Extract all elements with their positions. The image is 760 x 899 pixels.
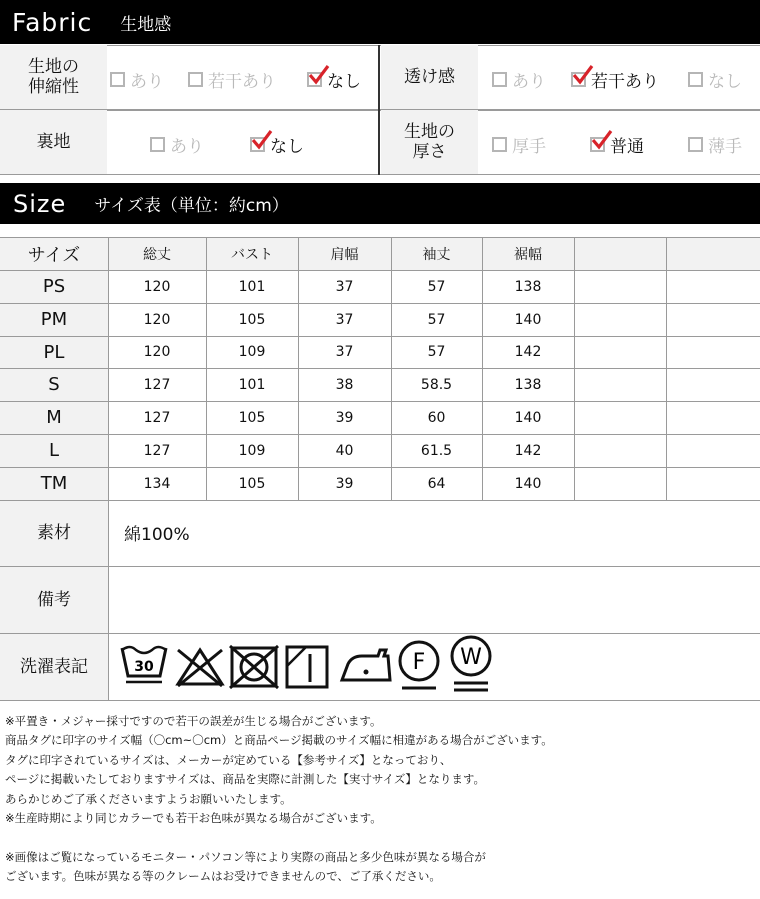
info-grid-line <box>0 500 760 501</box>
dry-clean-letter: F <box>412 650 426 675</box>
iron-low-icon <box>338 646 394 688</box>
unchecked-box-icon[interactable] <box>188 72 203 87</box>
size-col-header-3: 肩幅 <box>330 246 359 263</box>
size-cell: 37 <box>335 344 354 360</box>
checkbox-option-left-1-0[interactable] <box>150 132 204 157</box>
checked-box-icon[interactable] <box>571 72 586 87</box>
size-cell: 57 <box>427 311 446 328</box>
note-line: ※画像はご覧になっているモニター・パソコン等により実際の商品と多少色味が異なる場合が <box>5 849 486 864</box>
fabric-label-line: 伸縮性 <box>28 77 79 97</box>
checkbox-label: あり <box>130 72 164 92</box>
fabric-label-right-0 <box>381 45 478 109</box>
size-cell: 64 <box>427 475 446 492</box>
checkbox-label: 若干あり <box>591 72 659 92</box>
info-grid-line <box>0 700 760 701</box>
size-cell: 37 <box>335 311 354 328</box>
checkbox-label: なし <box>708 72 742 92</box>
checkbox-option-right-1-0[interactable] <box>492 132 546 157</box>
dry-clean-f-gentle-icon <box>394 638 444 694</box>
note-line: 商品タグに印字のサイズ幅（〇cm~〇cm）と商品ページ掲載のサイズ幅に相違がある場合がございます。 <box>5 733 553 748</box>
size-cell: 57 <box>427 278 446 295</box>
size-title-en: Size <box>13 189 67 218</box>
info-grid-line <box>0 566 760 567</box>
size-row-label: PL <box>43 341 65 363</box>
fabric-label-line: 裏地 <box>36 132 71 152</box>
size-cell <box>666 270 760 303</box>
fabric-label-line: 生地の <box>404 122 455 142</box>
size-cell <box>666 368 760 401</box>
size-row-label: PS <box>42 276 66 297</box>
size-cell <box>574 401 666 434</box>
checkbox-option-right-0-0[interactable] <box>492 67 546 92</box>
fabric-title-ja: 生地感 <box>120 14 172 35</box>
note-line: ございます。色味が異なる等のクレームはお受けできませんので、ご了承ください。 <box>5 869 441 884</box>
size-cell: 60 <box>427 409 446 426</box>
size-cell <box>666 434 760 467</box>
checkbox-label: あり <box>170 137 204 157</box>
size-cell: 101 <box>238 376 266 393</box>
size-cell: 127 <box>143 376 171 393</box>
checkbox-label: なし <box>327 72 361 92</box>
checked-box-icon[interactable] <box>590 137 605 152</box>
fabric-label-left-0 <box>0 45 107 109</box>
size-cell <box>574 303 666 336</box>
size-col-header-1: 総丈 <box>143 246 171 263</box>
size-col-header-4: 袖丈 <box>422 246 451 263</box>
no-bleach-icon <box>174 644 226 690</box>
size-cell: 120 <box>143 344 171 360</box>
unchecked-box-icon[interactable] <box>688 72 703 87</box>
size-cell: 39 <box>335 409 354 426</box>
checkbox-label: 若干あり <box>208 72 276 92</box>
unchecked-box-icon[interactable] <box>688 137 703 152</box>
checkbox-option-left-1-1[interactable] <box>250 132 304 157</box>
size-cell: 61.5 <box>420 442 453 459</box>
size-cell: 105 <box>238 475 266 492</box>
size-cell <box>574 434 666 467</box>
care-label: 洗濯表記 <box>0 634 108 700</box>
checkbox-label: 普通 <box>610 137 644 157</box>
checkbox-label: 薄手 <box>708 137 742 157</box>
size-cell: 105 <box>238 409 266 426</box>
unchecked-box-icon[interactable] <box>492 72 507 87</box>
note-line: タグに印字されているサイズは、メーカーが定めている【参考サイズ】となっており、 <box>5 752 452 767</box>
info-grid-line <box>0 633 760 634</box>
size-cell: 38 <box>335 376 354 393</box>
material-label: 素材 <box>0 500 108 566</box>
size-cell <box>666 467 760 500</box>
size-cell <box>666 336 760 368</box>
fabric-grid-line <box>0 174 760 175</box>
fabric-label-line: 厚さ <box>412 142 447 162</box>
line-dry-shade-icon <box>284 644 330 690</box>
wet-clean-letter: W <box>460 645 482 670</box>
size-cell: 142 <box>514 344 542 360</box>
unchecked-box-icon[interactable] <box>110 72 125 87</box>
size-cell: 134 <box>143 475 171 492</box>
size-cell: 127 <box>143 442 171 459</box>
checkbox-option-right-0-1[interactable] <box>571 67 659 92</box>
note-line: ※平置き・メジャー採寸ですので若干の誤差が生じる場合がございます。 <box>5 714 382 728</box>
size-row-label: L <box>48 440 60 461</box>
note-line: ※生産時期により同じカラーでも若干お色味が異なる場合がございます。 <box>5 811 382 825</box>
size-cell <box>574 270 666 303</box>
size-cell <box>574 368 666 401</box>
size-cell <box>574 467 666 500</box>
fabric-label-line: 生地の <box>28 57 79 77</box>
size-cell: 39 <box>335 475 354 492</box>
size-cell: 120 <box>143 311 171 328</box>
checked-box-icon[interactable] <box>307 72 322 87</box>
remarks-label: 備考 <box>0 567 108 633</box>
checked-box-icon[interactable] <box>250 137 265 152</box>
size-cell: 40 <box>335 442 354 459</box>
size-row-label: M <box>46 407 62 428</box>
checkbox-option-right-1-1[interactable] <box>590 132 644 157</box>
fabric-grid-line <box>0 45 760 46</box>
unchecked-box-icon[interactable] <box>150 137 165 152</box>
checkbox-option-left-0-0[interactable] <box>110 67 164 92</box>
size-col-header-0: サイズ <box>27 244 81 266</box>
info-grid-line <box>108 500 109 700</box>
size-cell: 140 <box>514 311 542 328</box>
size-row-label: TM <box>40 473 68 494</box>
size-cell <box>574 336 666 368</box>
size-cell: 109 <box>238 442 266 459</box>
size-cell: 109 <box>238 344 266 360</box>
fabric-header <box>0 0 760 44</box>
size-cell: 101 <box>238 278 266 295</box>
size-cell: 105 <box>238 311 266 328</box>
size-row-label: PM <box>40 309 68 330</box>
wet-clean-w-very-gentle-icon <box>446 632 496 696</box>
size-title-ja: サイズ表（単位：約cm） <box>94 196 289 216</box>
size-cell: 140 <box>514 475 542 492</box>
checkbox-option-left-0-1[interactable] <box>188 67 276 92</box>
size-col-header-7 <box>666 237 760 270</box>
fabric-title-en: Fabric <box>12 7 93 37</box>
unchecked-box-icon[interactable] <box>492 137 507 152</box>
size-col-header-2: バスト <box>231 246 273 263</box>
size-cell: 57 <box>427 344 446 360</box>
no-tumble-dry-icon <box>228 644 280 690</box>
checkbox-label: なし <box>270 137 304 157</box>
wash-30-gentle-icon <box>118 640 170 692</box>
size-cell: 127 <box>143 409 171 426</box>
checkbox-label: 厚手 <box>512 137 546 157</box>
size-cell <box>666 401 760 434</box>
size-cell <box>666 303 760 336</box>
note-line: ページに掲載いたしておりますサイズは、商品を実際に計測した【実寸サイズ】となります。 <box>5 772 486 787</box>
fabric-label-left-1 <box>0 110 107 174</box>
material-value: 綿100% <box>124 525 190 545</box>
size-cell: 58.5 <box>420 376 453 393</box>
size-header <box>0 183 760 224</box>
checkbox-label: あり <box>512 72 546 92</box>
fabric-divider <box>378 45 380 175</box>
size-cell: 138 <box>514 278 542 295</box>
size-cell: 142 <box>514 442 542 459</box>
checkbox-option-right-0-2[interactable] <box>688 67 742 92</box>
note-line: あらかじめご了承くださいますようお願いいたします。 <box>5 791 292 806</box>
size-col-header-6 <box>574 237 666 270</box>
fabric-grid-line <box>0 110 760 111</box>
size-col-header-5: 裾幅 <box>514 246 542 263</box>
checkbox-option-left-0-2[interactable] <box>307 67 361 92</box>
size-row-label: S <box>48 374 60 395</box>
fabric-label-right-1 <box>381 110 478 174</box>
fabric-label-line: 透け感 <box>404 67 455 87</box>
size-cell: 140 <box>514 409 542 426</box>
size-cell: 138 <box>514 376 542 393</box>
size-cell: 120 <box>143 278 171 295</box>
size-cell: 37 <box>335 278 354 295</box>
checkbox-option-right-1-2[interactable] <box>688 132 742 157</box>
wash-temp-text: 30 <box>134 659 154 675</box>
